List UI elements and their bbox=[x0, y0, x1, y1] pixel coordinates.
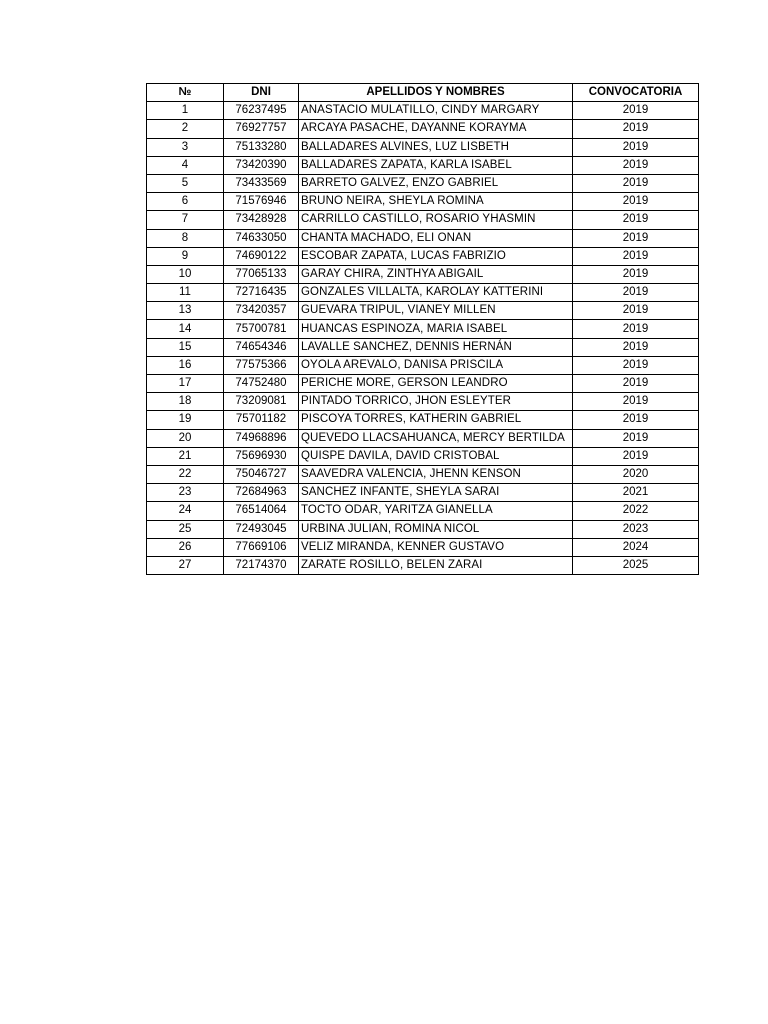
row-dni: 77575366 bbox=[224, 356, 299, 374]
header-dni: DNI bbox=[224, 84, 299, 102]
row-number: 13 bbox=[147, 302, 224, 320]
row-number: 15 bbox=[147, 338, 224, 356]
row-name: ANASTACIO MULATILLO, CINDY MARGARY bbox=[299, 102, 573, 120]
row-dni: 73433569 bbox=[224, 174, 299, 192]
row-name: BALLADARES ALVINES, LUZ LISBETH bbox=[299, 138, 573, 156]
row-name: PERICHE MORE, GERSON LEANDRO bbox=[299, 375, 573, 393]
table-header bbox=[147, 84, 699, 102]
row-name: SAAVEDRA VALENCIA, JHENN KENSON bbox=[299, 465, 573, 483]
row-number: 2 bbox=[147, 120, 224, 138]
table-row bbox=[147, 265, 699, 283]
row-convocatoria: 2019 bbox=[573, 411, 699, 429]
row-number: 26 bbox=[147, 538, 224, 556]
table-row bbox=[147, 320, 699, 338]
row-number: 8 bbox=[147, 229, 224, 247]
row-dni: 75700781 bbox=[224, 320, 299, 338]
table-row bbox=[147, 429, 699, 447]
table-row bbox=[147, 502, 699, 520]
row-convocatoria: 2019 bbox=[573, 393, 699, 411]
row-number: 1 bbox=[147, 102, 224, 120]
row-convocatoria: 2019 bbox=[573, 447, 699, 465]
row-name: BRUNO NEIRA, SHEYLA ROMINA bbox=[299, 193, 573, 211]
row-name: BARRETO GALVEZ, ENZO GABRIEL bbox=[299, 174, 573, 192]
row-number: 11 bbox=[147, 284, 224, 302]
row-dni: 73420390 bbox=[224, 156, 299, 174]
row-convocatoria: 2019 bbox=[573, 138, 699, 156]
row-number: 10 bbox=[147, 265, 224, 283]
header-convocatoria: CONVOCATORIA bbox=[573, 84, 699, 102]
row-number: 4 bbox=[147, 156, 224, 174]
row-dni: 77669106 bbox=[224, 538, 299, 556]
row-number: 14 bbox=[147, 320, 224, 338]
row-dni: 75696930 bbox=[224, 447, 299, 465]
row-name: ZARATE ROSILLO, BELEN ZARAI bbox=[299, 556, 573, 574]
table-row bbox=[147, 538, 699, 556]
row-convocatoria: 2019 bbox=[573, 211, 699, 229]
table-row bbox=[147, 393, 699, 411]
row-name: QUISPE DAVILA, DAVID CRISTOBAL bbox=[299, 447, 573, 465]
row-dni: 72716435 bbox=[224, 284, 299, 302]
row-convocatoria: 2019 bbox=[573, 247, 699, 265]
row-dni: 75133280 bbox=[224, 138, 299, 156]
table-row bbox=[147, 375, 699, 393]
row-convocatoria: 2025 bbox=[573, 556, 699, 574]
table-row bbox=[147, 138, 699, 156]
row-dni: 72174370 bbox=[224, 556, 299, 574]
row-convocatoria: 2021 bbox=[573, 484, 699, 502]
header-number: № bbox=[147, 84, 224, 102]
row-dni: 76514064 bbox=[224, 502, 299, 520]
row-convocatoria: 2019 bbox=[573, 156, 699, 174]
table-row bbox=[147, 520, 699, 538]
row-number: 25 bbox=[147, 520, 224, 538]
row-convocatoria: 2023 bbox=[573, 520, 699, 538]
row-number: 22 bbox=[147, 465, 224, 483]
row-convocatoria: 2024 bbox=[573, 538, 699, 556]
row-number: 19 bbox=[147, 411, 224, 429]
table-row bbox=[147, 211, 699, 229]
table-row bbox=[147, 302, 699, 320]
row-dni: 74633050 bbox=[224, 229, 299, 247]
row-number: 9 bbox=[147, 247, 224, 265]
table-row bbox=[147, 447, 699, 465]
row-number: 24 bbox=[147, 502, 224, 520]
row-name: OYOLA AREVALO, DANISA PRISCILA bbox=[299, 356, 573, 374]
header-row bbox=[147, 84, 699, 102]
row-convocatoria: 2022 bbox=[573, 502, 699, 520]
row-number: 16 bbox=[147, 356, 224, 374]
row-dni: 71576946 bbox=[224, 193, 299, 211]
row-dni: 73209081 bbox=[224, 393, 299, 411]
row-convocatoria: 2019 bbox=[573, 302, 699, 320]
row-number: 6 bbox=[147, 193, 224, 211]
row-convocatoria: 2019 bbox=[573, 229, 699, 247]
row-dni: 75701182 bbox=[224, 411, 299, 429]
row-name: QUEVEDO LLACSAHUANCA, MERCY BERTILDA bbox=[299, 429, 573, 447]
row-dni: 76237495 bbox=[224, 102, 299, 120]
row-dni: 77065133 bbox=[224, 265, 299, 283]
row-convocatoria: 2019 bbox=[573, 284, 699, 302]
table-row bbox=[147, 229, 699, 247]
table-row bbox=[147, 411, 699, 429]
row-convocatoria: 2019 bbox=[573, 265, 699, 283]
table-row bbox=[147, 465, 699, 483]
row-dni: 72493045 bbox=[224, 520, 299, 538]
row-number: 17 bbox=[147, 375, 224, 393]
row-number: 27 bbox=[147, 556, 224, 574]
row-convocatoria: 2019 bbox=[573, 102, 699, 120]
row-dni: 74654346 bbox=[224, 338, 299, 356]
row-convocatoria: 2019 bbox=[573, 429, 699, 447]
row-number: 21 bbox=[147, 447, 224, 465]
row-name: BALLADARES ZAPATA, KARLA ISABEL bbox=[299, 156, 573, 174]
table-row bbox=[147, 247, 699, 265]
row-number: 20 bbox=[147, 429, 224, 447]
row-name: GONZALES VILLALTA, KAROLAY KATTERINI bbox=[299, 284, 573, 302]
row-dni: 74690122 bbox=[224, 247, 299, 265]
row-convocatoria: 2020 bbox=[573, 465, 699, 483]
header-names: APELLIDOS Y NOMBRES bbox=[299, 84, 573, 102]
row-number: 18 bbox=[147, 393, 224, 411]
row-name: GUEVARA TRIPUL, VIANEY MILLEN bbox=[299, 302, 573, 320]
table-row bbox=[147, 556, 699, 574]
row-number: 5 bbox=[147, 174, 224, 192]
table-row bbox=[147, 102, 699, 120]
row-number: 7 bbox=[147, 211, 224, 229]
row-name: ARCAYA PASACHE, DAYANNE KORAYMA bbox=[299, 120, 573, 138]
row-name: TOCTO ODAR, YARITZA GIANELLA bbox=[299, 502, 573, 520]
row-convocatoria: 2019 bbox=[573, 338, 699, 356]
table-row bbox=[147, 174, 699, 192]
table-row bbox=[147, 193, 699, 211]
table-row bbox=[147, 284, 699, 302]
row-dni: 72684963 bbox=[224, 484, 299, 502]
table-row bbox=[147, 338, 699, 356]
row-name: SANCHEZ INFANTE, SHEYLA SARAI bbox=[299, 484, 573, 502]
row-convocatoria: 2019 bbox=[573, 320, 699, 338]
table-row bbox=[147, 120, 699, 138]
row-convocatoria: 2019 bbox=[573, 375, 699, 393]
row-convocatoria: 2019 bbox=[573, 174, 699, 192]
row-name: LAVALLE SANCHEZ, DENNIS HERNÁN bbox=[299, 338, 573, 356]
row-dni: 76927757 bbox=[224, 120, 299, 138]
row-convocatoria: 2019 bbox=[573, 193, 699, 211]
row-name: URBINA JULIAN, ROMINA NICOL bbox=[299, 520, 573, 538]
row-name: GARAY CHIRA, ZINTHYA ABIGAIL bbox=[299, 265, 573, 283]
row-number: 3 bbox=[147, 138, 224, 156]
row-name: PINTADO TORRICO, JHON ESLEYTER bbox=[299, 393, 573, 411]
row-dni: 73428928 bbox=[224, 211, 299, 229]
row-convocatoria: 2019 bbox=[573, 120, 699, 138]
table-row bbox=[147, 356, 699, 374]
row-name: CHANTA MACHADO, ELI ONAN bbox=[299, 229, 573, 247]
row-dni: 73420357 bbox=[224, 302, 299, 320]
row-name: HUANCAS ESPINOZA, MARIA ISABEL bbox=[299, 320, 573, 338]
row-name: PISCOYA TORRES, KATHERIN GABRIEL bbox=[299, 411, 573, 429]
row-number: 23 bbox=[147, 484, 224, 502]
table-row bbox=[147, 484, 699, 502]
row-dni: 74752480 bbox=[224, 375, 299, 393]
row-convocatoria: 2019 bbox=[573, 356, 699, 374]
row-name: ESCOBAR ZAPATA, LUCAS FABRIZIO bbox=[299, 247, 573, 265]
row-name: VELIZ MIRANDA, KENNER GUSTAVO bbox=[299, 538, 573, 556]
row-name: CARRILLO CASTILLO, ROSARIO YHASMIN bbox=[299, 211, 573, 229]
table-row bbox=[147, 156, 699, 174]
row-dni: 74968896 bbox=[224, 429, 299, 447]
row-dni: 75046727 bbox=[224, 465, 299, 483]
roster-table bbox=[146, 83, 699, 575]
table-body bbox=[147, 102, 699, 575]
